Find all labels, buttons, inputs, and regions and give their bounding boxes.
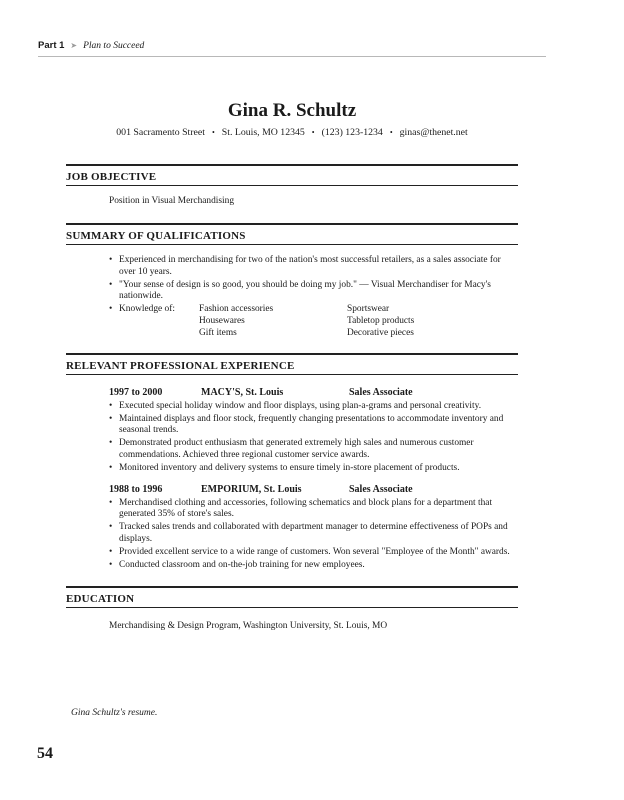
- list-item-text: Demonstrated product enthusiasm that generated extremely high sales and numerous customer commendations. Achieved three regional customer service awards.: [119, 438, 474, 461]
- objective-body: [66, 186, 518, 223]
- summary-list: [109, 255, 518, 339]
- summary-section: [66, 223, 518, 353]
- arrow-icon: ➤: [70, 41, 78, 50]
- knowledge-col-1: [199, 304, 347, 339]
- list-item: [109, 414, 518, 437]
- section-heading: JOB OBJECTIVE: [66, 166, 518, 186]
- list-item-text: Maintained displays and floor stock, frequently changing presentations to accommodate inventory and seasonal trends.: [119, 413, 504, 436]
- contact-street: 001 Sacramento Street: [116, 127, 205, 138]
- page-number: 54: [37, 745, 53, 762]
- bullet-icon: •: [109, 547, 113, 558]
- summary-body: [66, 245, 518, 353]
- resume: [66, 100, 518, 631]
- list-item: [109, 463, 518, 475]
- contact-separator: •: [211, 128, 215, 137]
- knowledge-item: Decorative pieces: [347, 327, 414, 338]
- knowledge-item: Tabletop products: [347, 315, 415, 326]
- experience-section: [66, 353, 518, 587]
- bullet-icon: •: [109, 560, 113, 571]
- list-item-text: Provided excellent service to a wide range of customers. Won several "Employee of the Month" awards.: [119, 547, 510, 558]
- bullet-icon: •: [109, 255, 113, 265]
- bullet-icon: •: [109, 400, 113, 411]
- contact-line: [66, 127, 518, 138]
- knowledge-label: Knowledge of:: [119, 304, 175, 315]
- job-header: [109, 387, 518, 398]
- part-title: Plan to Succeed: [83, 40, 145, 51]
- list-item: [109, 498, 518, 521]
- job-duties: [109, 401, 518, 475]
- education-section: [66, 586, 518, 631]
- job-entry: [109, 484, 518, 572]
- job-duties: [109, 498, 518, 572]
- knowledge-grid: [119, 304, 518, 339]
- knowledge-item: Gift items: [199, 327, 237, 338]
- list-item-text: Experienced in merchandising for two of the nation's most successful retailers, as a sales associate for over 10 years.: [119, 255, 501, 277]
- resume-name: Gina R. Schultz: [227, 100, 357, 121]
- list-item: [109, 401, 518, 413]
- contact-separator: •: [389, 128, 393, 137]
- objective-text: Position in Visual Merchandising: [109, 196, 235, 206]
- contact-email: ginas@thenet.net: [399, 127, 468, 138]
- contact-city: St. Louis, MO 12345: [221, 127, 305, 138]
- section-heading: EDUCATION: [66, 588, 518, 608]
- bullet-icon: •: [109, 438, 113, 449]
- running-head: [38, 40, 546, 51]
- contact-phone: (123) 123-1234: [321, 127, 383, 138]
- job-entry: [109, 387, 518, 475]
- objective-section: [66, 164, 518, 223]
- education-text: Merchandising & Design Program, Washington University, St. Louis, MO: [109, 621, 388, 632]
- bullet-icon: •: [109, 304, 113, 315]
- list-item: [109, 522, 518, 545]
- job-header: [109, 484, 518, 495]
- header-rule: [38, 56, 546, 57]
- list-item: [109, 304, 518, 339]
- list-item: [109, 280, 518, 303]
- experience-body: [66, 375, 518, 587]
- knowledge-col-2: [347, 304, 495, 339]
- job-employer: MACY'S, St. Louis: [201, 386, 284, 398]
- list-item: [109, 547, 518, 559]
- education-body: [66, 608, 518, 631]
- contact-separator: •: [311, 128, 315, 137]
- list-item: [109, 255, 518, 278]
- list-item-text: "Your sense of design is so good, you should be doing my job." — Visual Merchandiser for Macy's nationwide.: [119, 279, 491, 302]
- list-item: [109, 438, 518, 461]
- list-item-text: Monitored inventory and delivery systems to ensure timely in-store placement of products.: [119, 463, 460, 474]
- bullet-icon: •: [109, 497, 113, 508]
- list-item: [109, 560, 518, 572]
- part-label: Part 1: [38, 40, 65, 51]
- bullet-icon: •: [109, 413, 113, 424]
- knowledge-item: Sportswear: [347, 304, 390, 315]
- bullet-icon: •: [109, 463, 113, 474]
- job-title: Sales Associate: [349, 483, 413, 495]
- bullet-icon: •: [109, 522, 113, 533]
- list-item-text: Conducted classroom and on-the-job training for new employees.: [119, 560, 365, 571]
- knowledge-item: Housewares: [199, 315, 245, 326]
- list-item-text: Tracked sales trends and collaborated with department manager to determine effectiveness of POPs and displays.: [119, 522, 508, 544]
- bullet-icon: •: [109, 279, 113, 290]
- section-heading: SUMMARY OF QUALIFICATIONS: [66, 225, 518, 245]
- job-employer: EMPORIUM, St. Louis: [201, 483, 302, 495]
- figure-caption: Gina Schultz's resume.: [71, 708, 158, 718]
- job-years: 1997 to 2000: [109, 386, 163, 398]
- job-years: 1988 to 1996: [109, 483, 163, 495]
- knowledge-item: Fashion accessories: [199, 304, 274, 315]
- section-heading: RELEVANT PROFESSIONAL EXPERIENCE: [66, 355, 518, 375]
- list-item-text: Executed special holiday window and floor displays, using plan-a-grams and personal creativity.: [119, 400, 482, 411]
- job-title: Sales Associate: [349, 386, 413, 398]
- list-item-text: Merchandised clothing and accessories, following schematics and block plans for a department that generated 35% of store's sales.: [119, 497, 493, 520]
